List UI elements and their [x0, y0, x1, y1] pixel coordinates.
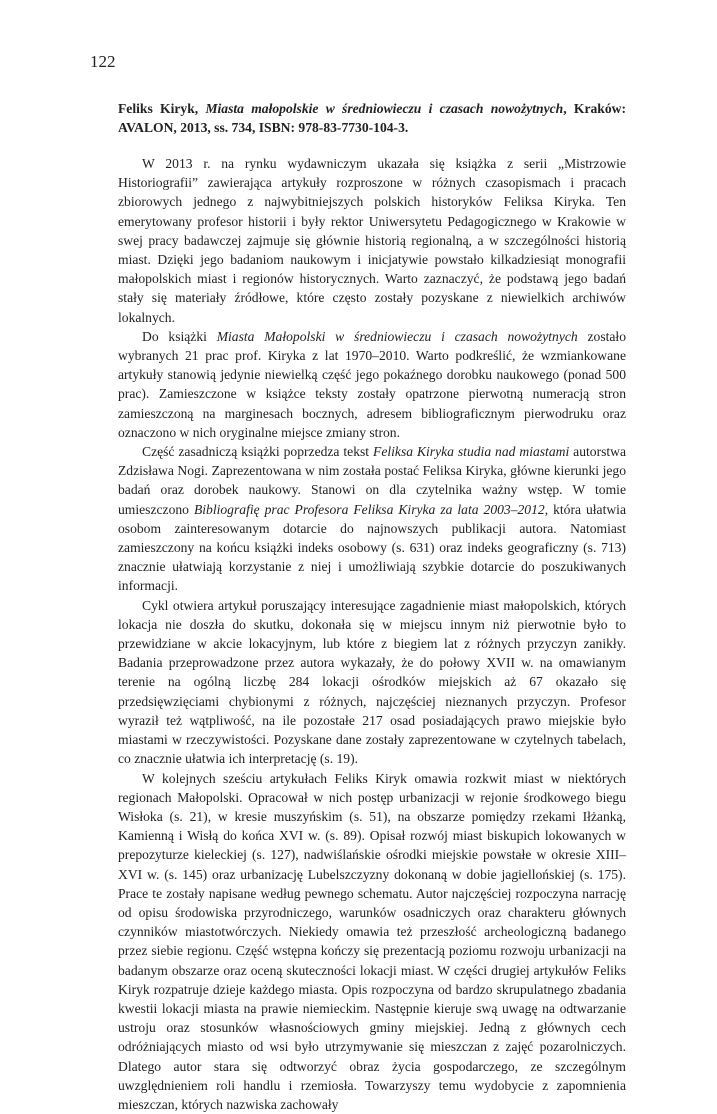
review-book-title: Miasta małopolskie w średniowieczu i czasach nowożytnych [205, 101, 563, 116]
paragraph-1: W 2013 r. na rynku wydawniczym ukazała się książka z serii „Mistrzowie Historiografii” zawierająca artykuły rozproszone w różnych czasopismach i pracach zbiorowych jednego z najwybitniejszych polskich historyków Feliksa Kiryka. Ten emerytowany profesor historii i były rektor Uniwersytetu Pedagogicznego w Krakowie w swej pracy badawczej zajmuje się głównie historią regionalną, a w szczególności historią miast. Dzięki jego badaniom naukowym i inicjatywie powstało kilkadziesiąt monografii małopolskich miast i regionów historycznych. Warto zaznaczyć, że podstawą jego badań stały się materiały źródłowe, które często zostały pozyskane z niewielkich archiwów lokalnych. [118, 154, 626, 327]
paragraph-2 [118, 327, 626, 442]
review-author: Feliks Kiryk, [118, 101, 198, 116]
paragraph-3 [118, 442, 626, 596]
review-publication-details: , Kraków: AVALON, 2013, ss. 734, ISBN: 978-83-7730-104-3. [118, 101, 626, 135]
paragraph-2-text-a: Do książki [142, 329, 217, 344]
page-number: 122 [90, 52, 116, 72]
paragraph-3-text-a: Część zasadniczą książki poprzedza tekst [142, 444, 373, 459]
paragraph-2-text-b: zostało wybranych 21 prac prof. Kiryka z lat 1970–2010. Warto podkreślić, że wzmiankowane artykuły stanowią jedynie niewielką część jego pokaźnego dorobku naukowego (ponad 500 prac). Zamieszczone w książce teksty zostały opatrzone pierwotną numeracją stron zamieszczoną na marginesach bocznych, adresem bibliograficznym pierwodruku oraz oznaczono w nich oryginalne miejsce zmiany stron. [118, 329, 626, 440]
review-header [118, 99, 626, 137]
review-body [118, 154, 626, 1114]
paragraph-2-book-title: Miasta Małopolski w średniowieczu i czasach nowożytnych [217, 329, 578, 344]
paragraph-3-text-c: , która ułatwia osobom zainteresowanym dotarcie do najnowszych publikacji autora. Natomiast zamieszczony na końcu książki indeks osobowy (s. 631) oraz indeks geograficzny (s. 713) znacznie ułatwiają korzystanie z niej i umożliwiają szybkie dotarcie do poszukiwanych informacji. [118, 502, 626, 594]
paragraph-3-text-b: autorstwa Zdzisława Nogi. Zaprezentowana w nim została postać Feliksa Kiryka, główne kierunki jego badań oraz dorobek naukowy. Stanowi on dla czytelnika ważny wstęp. W tomie umieszczono [118, 444, 626, 517]
paragraph-4: Cykl otwiera artykuł poruszający interesujące zagadnienie miast małopolskich, których lokacja nie doszła do skutku, dokonała się w miejscu innym niż pierwotnie było to przewidziane w akcie lokacyjnym, lub które z biegiem lat z różnych przyczyn zanikły. Badania przeprowadzone przez autora wykazały, że do połowy XVII w. na omawianym terenie na ogólną liczbę 284 lokacji ośrodków miejskich aż 67 okazało się przedsięwzięciami chybionymi z różnych, najczęściej nieznanych przyczyn. Profesor wyraził też wątpliwość, na ile pozostałe 217 osad posiadających prawo miejskie było miastami w rzeczywistości. Pozyskane dane zostały zaprezentowane w czytelnych tabelach, co znacznie ułatwia ich interpretację (s. 19). [118, 596, 626, 769]
paragraph-3-title-2: Bibliografię prac Profesora Feliksa Kiryka za lata 2003–2012 [194, 502, 545, 517]
paragraph-3-title-1: Feliksa Kiryka studia nad miastami [373, 444, 569, 459]
paragraph-5: W kolejnych sześciu artykułach Feliks Kiryk omawia rozkwit miast w niektórych regionach Małopolski. Opracował w nich postęp urbanizacji w rejonie środkowego biegu Wisłoka (s. 21), w kresie muszyńskim (s. 51), na obszarze pomiędzy rzekami Iłżanką, Kamienną i Wisłą do końca XVI w. (s. 89). Opisał rozwój miast biskupich lokowanych w prepozyturze kieleckiej (s. 127), nadwiślańskie ośrodki miejskie powstałe w okresie XIII–XVI w. (s. 145) oraz urbanizację Lubelszczyzny dokonaną w dobie jagiellońskiej (s. 175). Prace te zostały napisane według pewnego schematu. Autor najczęściej rozpoczyna narrację od opisu środowiska przyrodniczego, warunków osadniczych oraz charakteru głównych czynników miastotwórczych. Niekiedy omawia też przeszłość archeologiczną badanego przez siebie regionu. Część wstępna kończy się prezentacją poziomu rozwoju urbanizacji na badanym obszarze oraz oceną skuteczności lokacji miast. W części drugiej artykułów Feliks Kiryk rozpatruje dzieje każdego miasta. Opis rozpoczyna od bardzo skrupulatnego zbadania kwestii lokacji miasta na prawie niemieckim. Następnie kieruje swą uwagę na odtwarzanie ustroju oraz stosunków własnościowych gminy miejskiej. Jedną z głównych cech odróżniających miasto od wsi było utrzymywanie się mieszczan z zajęć pozarolniczych. Dlatego autor stara się odtworzyć obraz życia gospodarczego, ze szczególnym uwzględnieniem roli handlu i rzemiosła. Towarzyszy temu wydobycie z zapomnienia mieszczan, których nazwiska zachowały [118, 769, 626, 1114]
